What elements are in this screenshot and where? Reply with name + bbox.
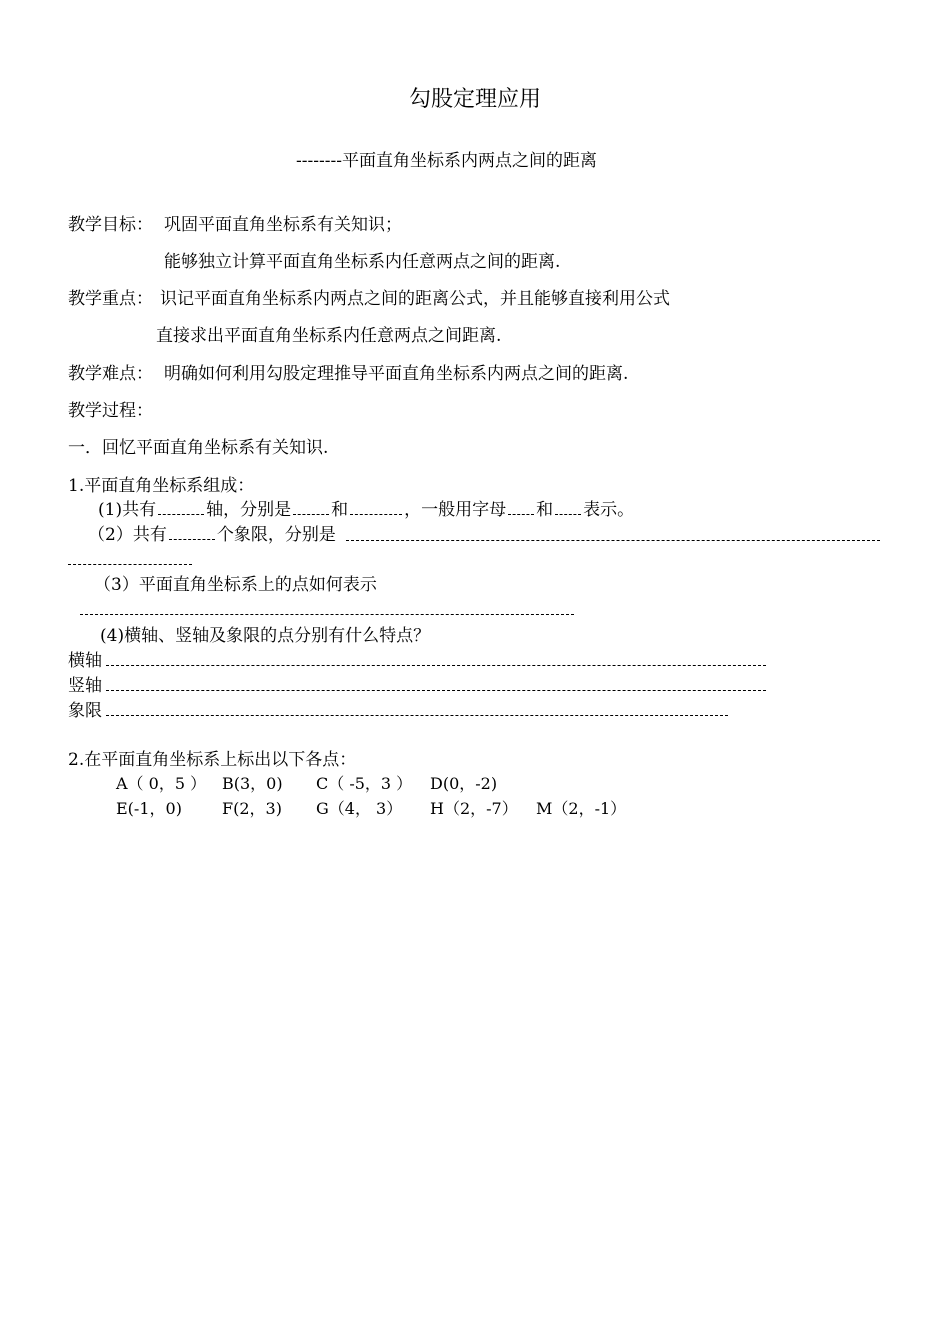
- q1p1-text-f: 表示。: [583, 500, 635, 520]
- document-title: 勾股定理应用: [408, 87, 541, 112]
- document-subtitle: --------平面直角坐标系内两点之间的距离: [296, 151, 597, 171]
- point-e: E(-1，0): [116, 799, 182, 818]
- point-h: H（2，-7）: [430, 799, 518, 818]
- point-m: M（2，-1）: [536, 799, 627, 818]
- answer-line-quadrant[interactable]: [106, 715, 728, 716]
- answer-line-point-representation[interactable]: [80, 614, 574, 615]
- question-1-heading: 1.平面直角坐标系组成：: [68, 476, 255, 496]
- q1p1-text-a: (1)共有: [98, 500, 157, 520]
- blank-axis-count[interactable]: [158, 513, 204, 515]
- row-label-vertical-axis: 竖轴: [68, 676, 102, 696]
- question-1-part-1: [98, 499, 634, 521]
- key-points-label: 教学重点：: [68, 289, 153, 309]
- row-label-horizontal-axis: 横轴: [68, 651, 102, 671]
- blank-axis-2[interactable]: [350, 513, 402, 515]
- q1p1-text-e: 和: [536, 500, 554, 520]
- q1p2-text-a: （2）共有: [88, 525, 167, 545]
- process-label: 教学过程：: [68, 401, 153, 421]
- key-points-line-1: 识记平面直角坐标系内两点之间的距离公式，并且能够直接利用公式: [160, 289, 670, 309]
- objectives-line-2: 能够独立计算平面直角坐标系内任意两点之间的距离.: [164, 252, 561, 272]
- section-1-heading: 一．回忆平面直角坐标系有关知识.: [68, 438, 329, 458]
- question-1-part-3: （3）平面直角坐标系上的点如何表示: [94, 575, 377, 595]
- point-f: F(2，3): [222, 799, 282, 818]
- question-2-heading: 2.在平面直角坐标系上标出以下各点：: [68, 750, 357, 770]
- point-b: B(3，0): [222, 774, 283, 793]
- blank-letter-2[interactable]: [555, 513, 581, 515]
- key-points-line-2: 直接求出平面直角坐标系内任意两点之间距离.: [156, 326, 502, 346]
- question-1-part-2: [88, 524, 336, 546]
- blank-letter-1[interactable]: [508, 513, 534, 515]
- q1p1-text-b: 轴，分别是: [206, 500, 292, 520]
- point-d: D(0，-2): [430, 774, 498, 793]
- q1p1-text-c: 和: [331, 500, 349, 520]
- answer-line-vertical-axis[interactable]: [106, 690, 766, 691]
- q1p2-text-b: 个象限，分别是: [216, 525, 336, 545]
- objectives-label: 教学目标：: [68, 215, 153, 235]
- question-1-part-4: (4)横轴、竖轴及象限的点分别有什么特点？: [100, 626, 431, 646]
- blank-quadrant-count[interactable]: [169, 538, 215, 540]
- point-a: A（ 0，5 ）: [116, 774, 207, 793]
- difficulties-line-1: 明确如何利用勾股定理推导平面直角坐标系内两点之间的距离.: [164, 364, 629, 384]
- point-c: C（ -5，3 ）: [316, 774, 413, 793]
- difficulties-label: 教学难点：: [68, 364, 153, 384]
- blank-axis-1[interactable]: [293, 513, 329, 515]
- objectives-line-1: 巩固平面直角坐标系有关知识；: [164, 215, 402, 235]
- row-label-quadrant: 象限: [68, 701, 102, 721]
- answer-line-quadrants-1[interactable]: [346, 540, 880, 541]
- answer-line-horizontal-axis[interactable]: [106, 665, 766, 666]
- q1p1-text-d: ，一般用字母: [404, 500, 507, 520]
- point-g: G（4， 3）: [316, 799, 403, 818]
- answer-line-quadrants-2[interactable]: [68, 564, 192, 565]
